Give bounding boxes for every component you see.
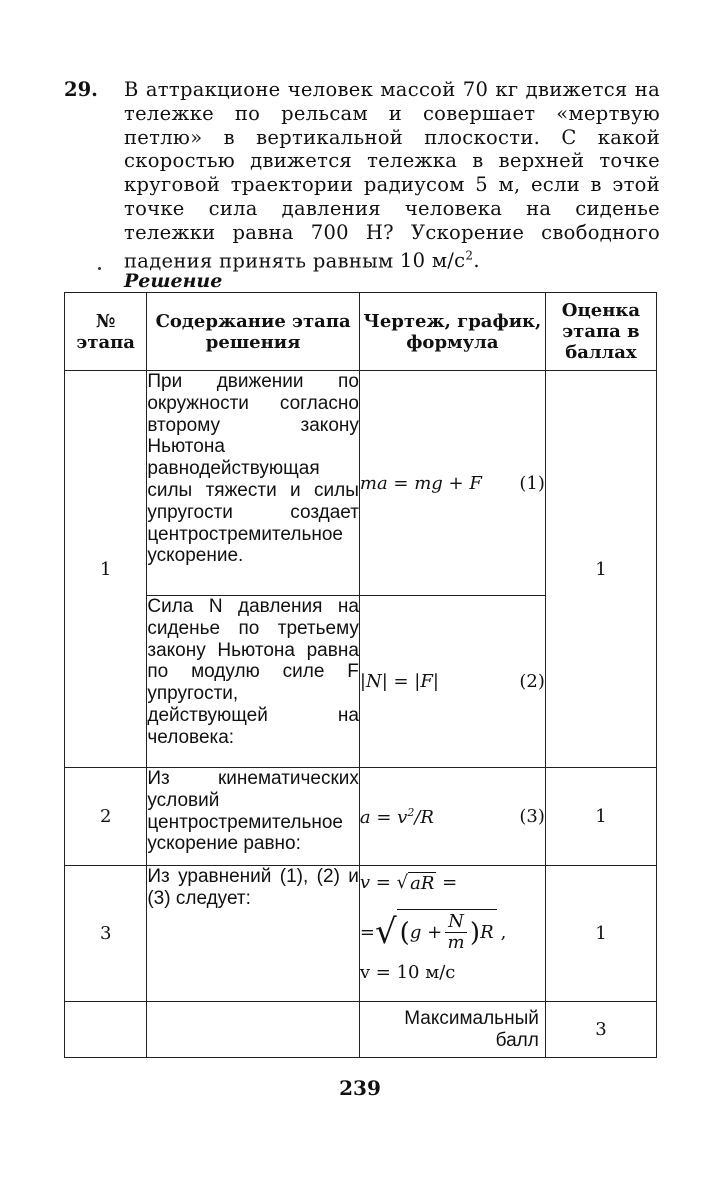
formula: $a = v^2/R$ (359, 805, 434, 828)
formula-cell (359, 866, 545, 1002)
solution-table (64, 292, 657, 1058)
formula-line-1: v = √ aR = (359, 872, 458, 894)
stage-cell: 2 (65, 768, 147, 866)
stage-cell: 1 (65, 371, 147, 768)
formula-cell (359, 371, 545, 596)
problem-text-body: В аттракционе человек массой 70 кг движется на тележке по рельсам и совершает «мертвую петлю» в вертикальной плоскости. С какой скоростью движется тележка в верхней точке круговой траектории радиусом 5 м, если в этой точке сила давления человека на сиденье тележки равна 700 Н? Ускорение свободного падения принять равным (124, 78, 660, 273)
formula-line-2: = √ ( g + $\frac{N}{m}$ ) R , (359, 911, 507, 953)
max-score-value: 3 (545, 1002, 656, 1058)
max-score-label: Максимальный балл (359, 1002, 545, 1058)
page-number: 239 (339, 1076, 381, 1100)
score-cell: 1 (545, 866, 656, 1002)
table-row (65, 866, 657, 1002)
table-row (65, 768, 657, 866)
problem-number: 29. (64, 78, 98, 101)
formula: |N| = |F| (359, 671, 439, 692)
header-formula: Чертеж, график, формула (359, 293, 545, 371)
formula-cell (359, 768, 545, 866)
table-header-row (65, 293, 657, 371)
table-row (65, 371, 657, 596)
score-cell: 1 (545, 371, 656, 768)
problem-text (124, 78, 660, 273)
problem-text-end: 10 $м/с^2$. (399, 248, 480, 273)
radical-sign: √ (375, 912, 397, 952)
header-stage: № этапа (65, 293, 147, 371)
content-cell: При движении по окружности согласно второму закону Ньютона равнодействующая силы тяжести и силы упругости создает центростремительное ускорение. (147, 371, 360, 596)
print-speck (98, 267, 101, 270)
equation-number: (1) (519, 472, 545, 494)
formula: ma = mg + F (359, 472, 482, 494)
content-cell: Из уравнений (1), (2) и (3) следует: (147, 866, 360, 1002)
empty-cell (147, 1002, 360, 1058)
solution-heading: Решение (124, 270, 223, 292)
header-content: Содержание этапа решения (147, 293, 360, 371)
content-cell: Из кинематических условий центростремительное ускорение равно: (147, 768, 360, 866)
table-row-total (65, 1002, 657, 1058)
formula-cell (359, 596, 545, 768)
problem-statement (64, 78, 660, 273)
stage-cell: 3 (65, 866, 147, 1002)
equation-number: (3) (519, 806, 545, 827)
equation-number: (2) (519, 671, 545, 692)
empty-cell (65, 1002, 147, 1058)
score-cell: 1 (545, 768, 656, 866)
formula-line-3: v = 10 м/с (359, 962, 456, 983)
header-score: Оценка этапа в баллах (545, 293, 656, 371)
content-cell: Сила N давления на сиденье по третьему закону Ньютона равна по модулю силе F упругости, действующей на человека: (147, 596, 360, 768)
